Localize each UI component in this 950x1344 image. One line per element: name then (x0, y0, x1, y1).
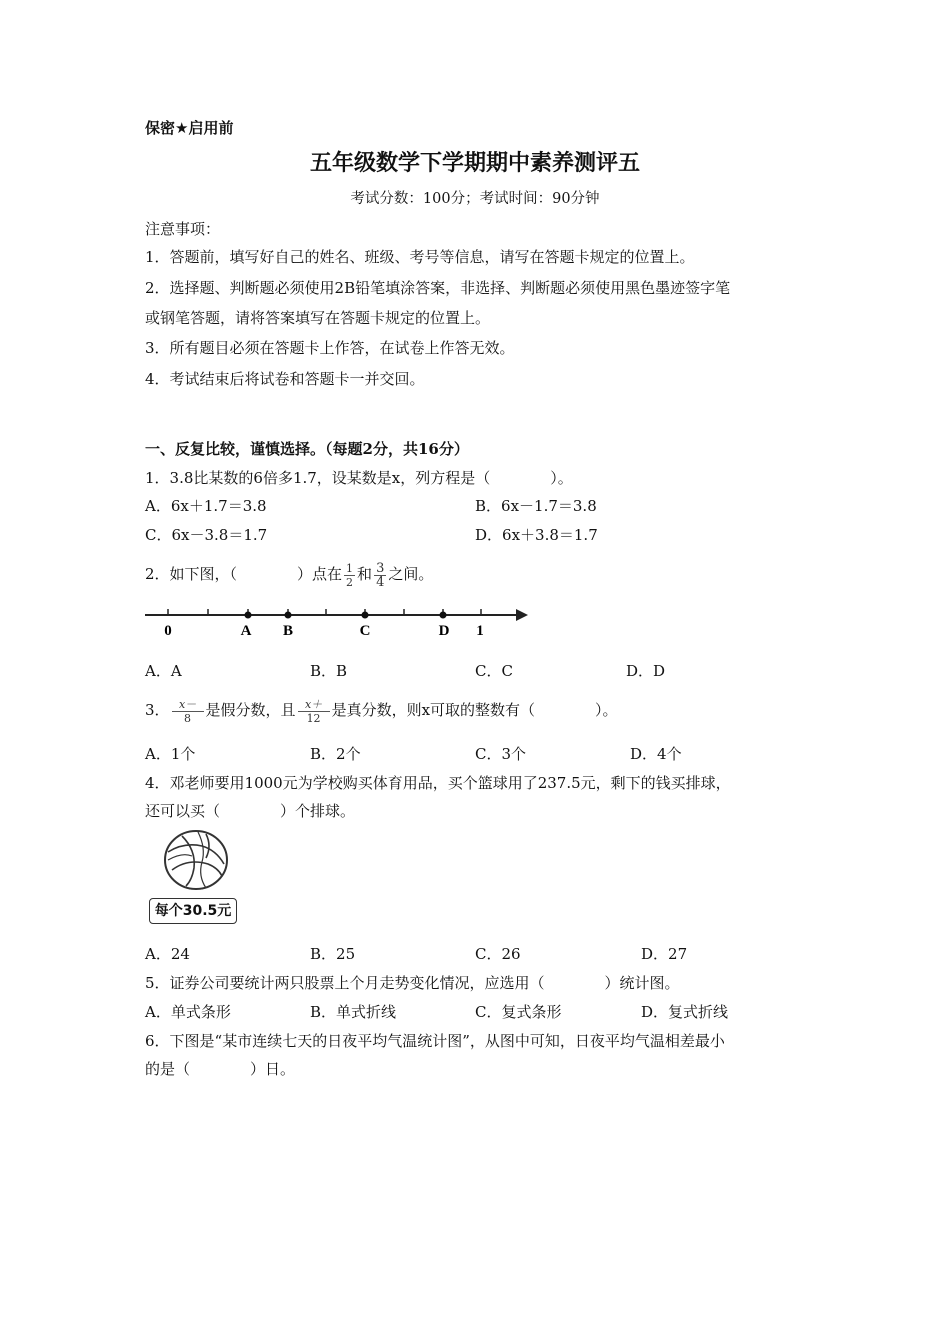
exam-title: 五年级数学下学期期中素养测评五 (309, 151, 640, 176)
q3-stem (145, 690, 618, 730)
q3-stem-part-c: 是真分数，则x可取的整数有（ ）。 (331, 701, 618, 719)
point-d (440, 612, 447, 619)
point-b (285, 612, 292, 619)
number-line-arrow (516, 609, 528, 621)
label-0: 0 (164, 623, 172, 639)
note-item-2-line2: 或钢笔答题，请将答案填写在答题卡规定的位置上。 (145, 309, 491, 327)
q3-stem-part-b: 是假分数，且 (205, 701, 296, 719)
label-1: 1 (476, 623, 484, 639)
q3-option-c: C．3个 (475, 745, 527, 763)
q4-option-b: B．25 (310, 945, 356, 963)
q3-frac2-den: 12 (306, 711, 321, 725)
point-a (245, 612, 252, 619)
q2-stem-part-b: 和 (357, 565, 373, 583)
q5-option-d: D．复式折线 (641, 1003, 729, 1021)
q4-option-d: D．27 (641, 945, 688, 963)
label-c: C (359, 623, 371, 639)
q3-frac1-den: 8 (184, 711, 192, 725)
q1-stem: 1．3.8比某数的6倍多1.7，设某数是x，列方程是（ ）。 (145, 469, 573, 487)
q3-fraction-2 (298, 698, 330, 725)
q2-option-c: C．C (475, 662, 513, 680)
q2-stem-part-a: 2．如下图，（ ）点在 (145, 565, 343, 583)
q2-frac2-den: 4 (376, 574, 385, 590)
q1-option-d: D．6x＋3.8＝1.7 (475, 526, 598, 544)
q3-frac1-num: x－ (172, 698, 204, 712)
note-item-1: 1．答题前，填写好自己的姓名、班级、考号等信息，请写在答题卡规定的位置上。 (145, 248, 695, 266)
q6-stem-line1: 6．下图是“某市连续七天的日夜平均气温统计图”，从图中可知，日夜平均气温相差最小 (145, 1032, 725, 1050)
q3-frac2-num: x＋ (298, 698, 330, 712)
q2-stem (145, 558, 433, 590)
q2-fraction-three-quarters (374, 562, 386, 589)
price-label: 每个30.5元 (149, 898, 237, 924)
q3-option-a: A．1个 (145, 745, 196, 763)
q5-option-a: A．单式条形 (145, 1003, 231, 1021)
note-item-2-line1: 2．选择题、判断题必须使用2B铅笔填涂答案，非选择、判断题必须使用黑色墨迹签字笔 (145, 279, 731, 297)
q2-fraction-half (344, 562, 355, 589)
notes-heading: 注意事项： (145, 220, 221, 238)
q2-stem-part-c: 之间。 (388, 565, 434, 583)
q2-option-d: D．D (626, 662, 666, 680)
q5-stem: 5．证券公司要统计两只股票上个月走势变化情况，应选用（ ）统计图。 (145, 974, 680, 992)
q4-option-c: C．26 (475, 945, 521, 963)
volleyball-icon (162, 828, 232, 892)
note-item-4: 4．考试结束后将试卷和答题卡一并交回。 (145, 370, 425, 388)
label-a: A (240, 623, 252, 639)
q2-frac1-den: 2 (346, 575, 354, 589)
point-c (362, 612, 369, 619)
q5-option-b: B．单式折线 (310, 1003, 397, 1021)
q2-frac1-num: 1 (346, 561, 354, 575)
q4-option-a: A．24 (145, 945, 190, 963)
q2-option-a: A．A (145, 662, 182, 680)
q2-frac2-num: 3 (376, 560, 385, 576)
q1-option-a: A．6x＋1.7＝3.8 (145, 497, 267, 515)
q3-option-b: B．2个 (310, 745, 361, 763)
q2-number-line (140, 600, 540, 642)
q1-option-c: C．6x－3.8＝1.7 (145, 526, 268, 544)
q3-option-d: D．4个 (630, 745, 682, 763)
q1-option-b: B．6x－1.7＝3.8 (475, 497, 597, 515)
q3-prefix: 3． (145, 701, 170, 719)
q4-stem-line1: 4．邓老师要用1000元为学校购买体育用品，买个篮球用了237.5元，剩下的钱买排球， (145, 774, 731, 792)
exam-info: 考试分数：100分；考试时间：90分钟 (350, 191, 600, 207)
q5-option-c: C．复式条形 (475, 1003, 562, 1021)
q2-option-b: B．B (310, 662, 348, 680)
section1-heading: 一、反复比较，谨慎选择。（每题2分，共16分） (145, 440, 469, 458)
q6-stem-line2: 的是（ ）日。 (145, 1060, 296, 1078)
label-d: D (438, 623, 450, 639)
q4-stem-line2: 还可以买（ ）个排球。 (145, 802, 356, 820)
q3-fraction-1 (172, 698, 204, 725)
note-item-3: 3．所有题目必须在答题卡上作答，在试卷上作答无效。 (145, 339, 515, 357)
confidential-label: 保密★启用前 (145, 119, 234, 137)
label-b: B (282, 623, 294, 639)
